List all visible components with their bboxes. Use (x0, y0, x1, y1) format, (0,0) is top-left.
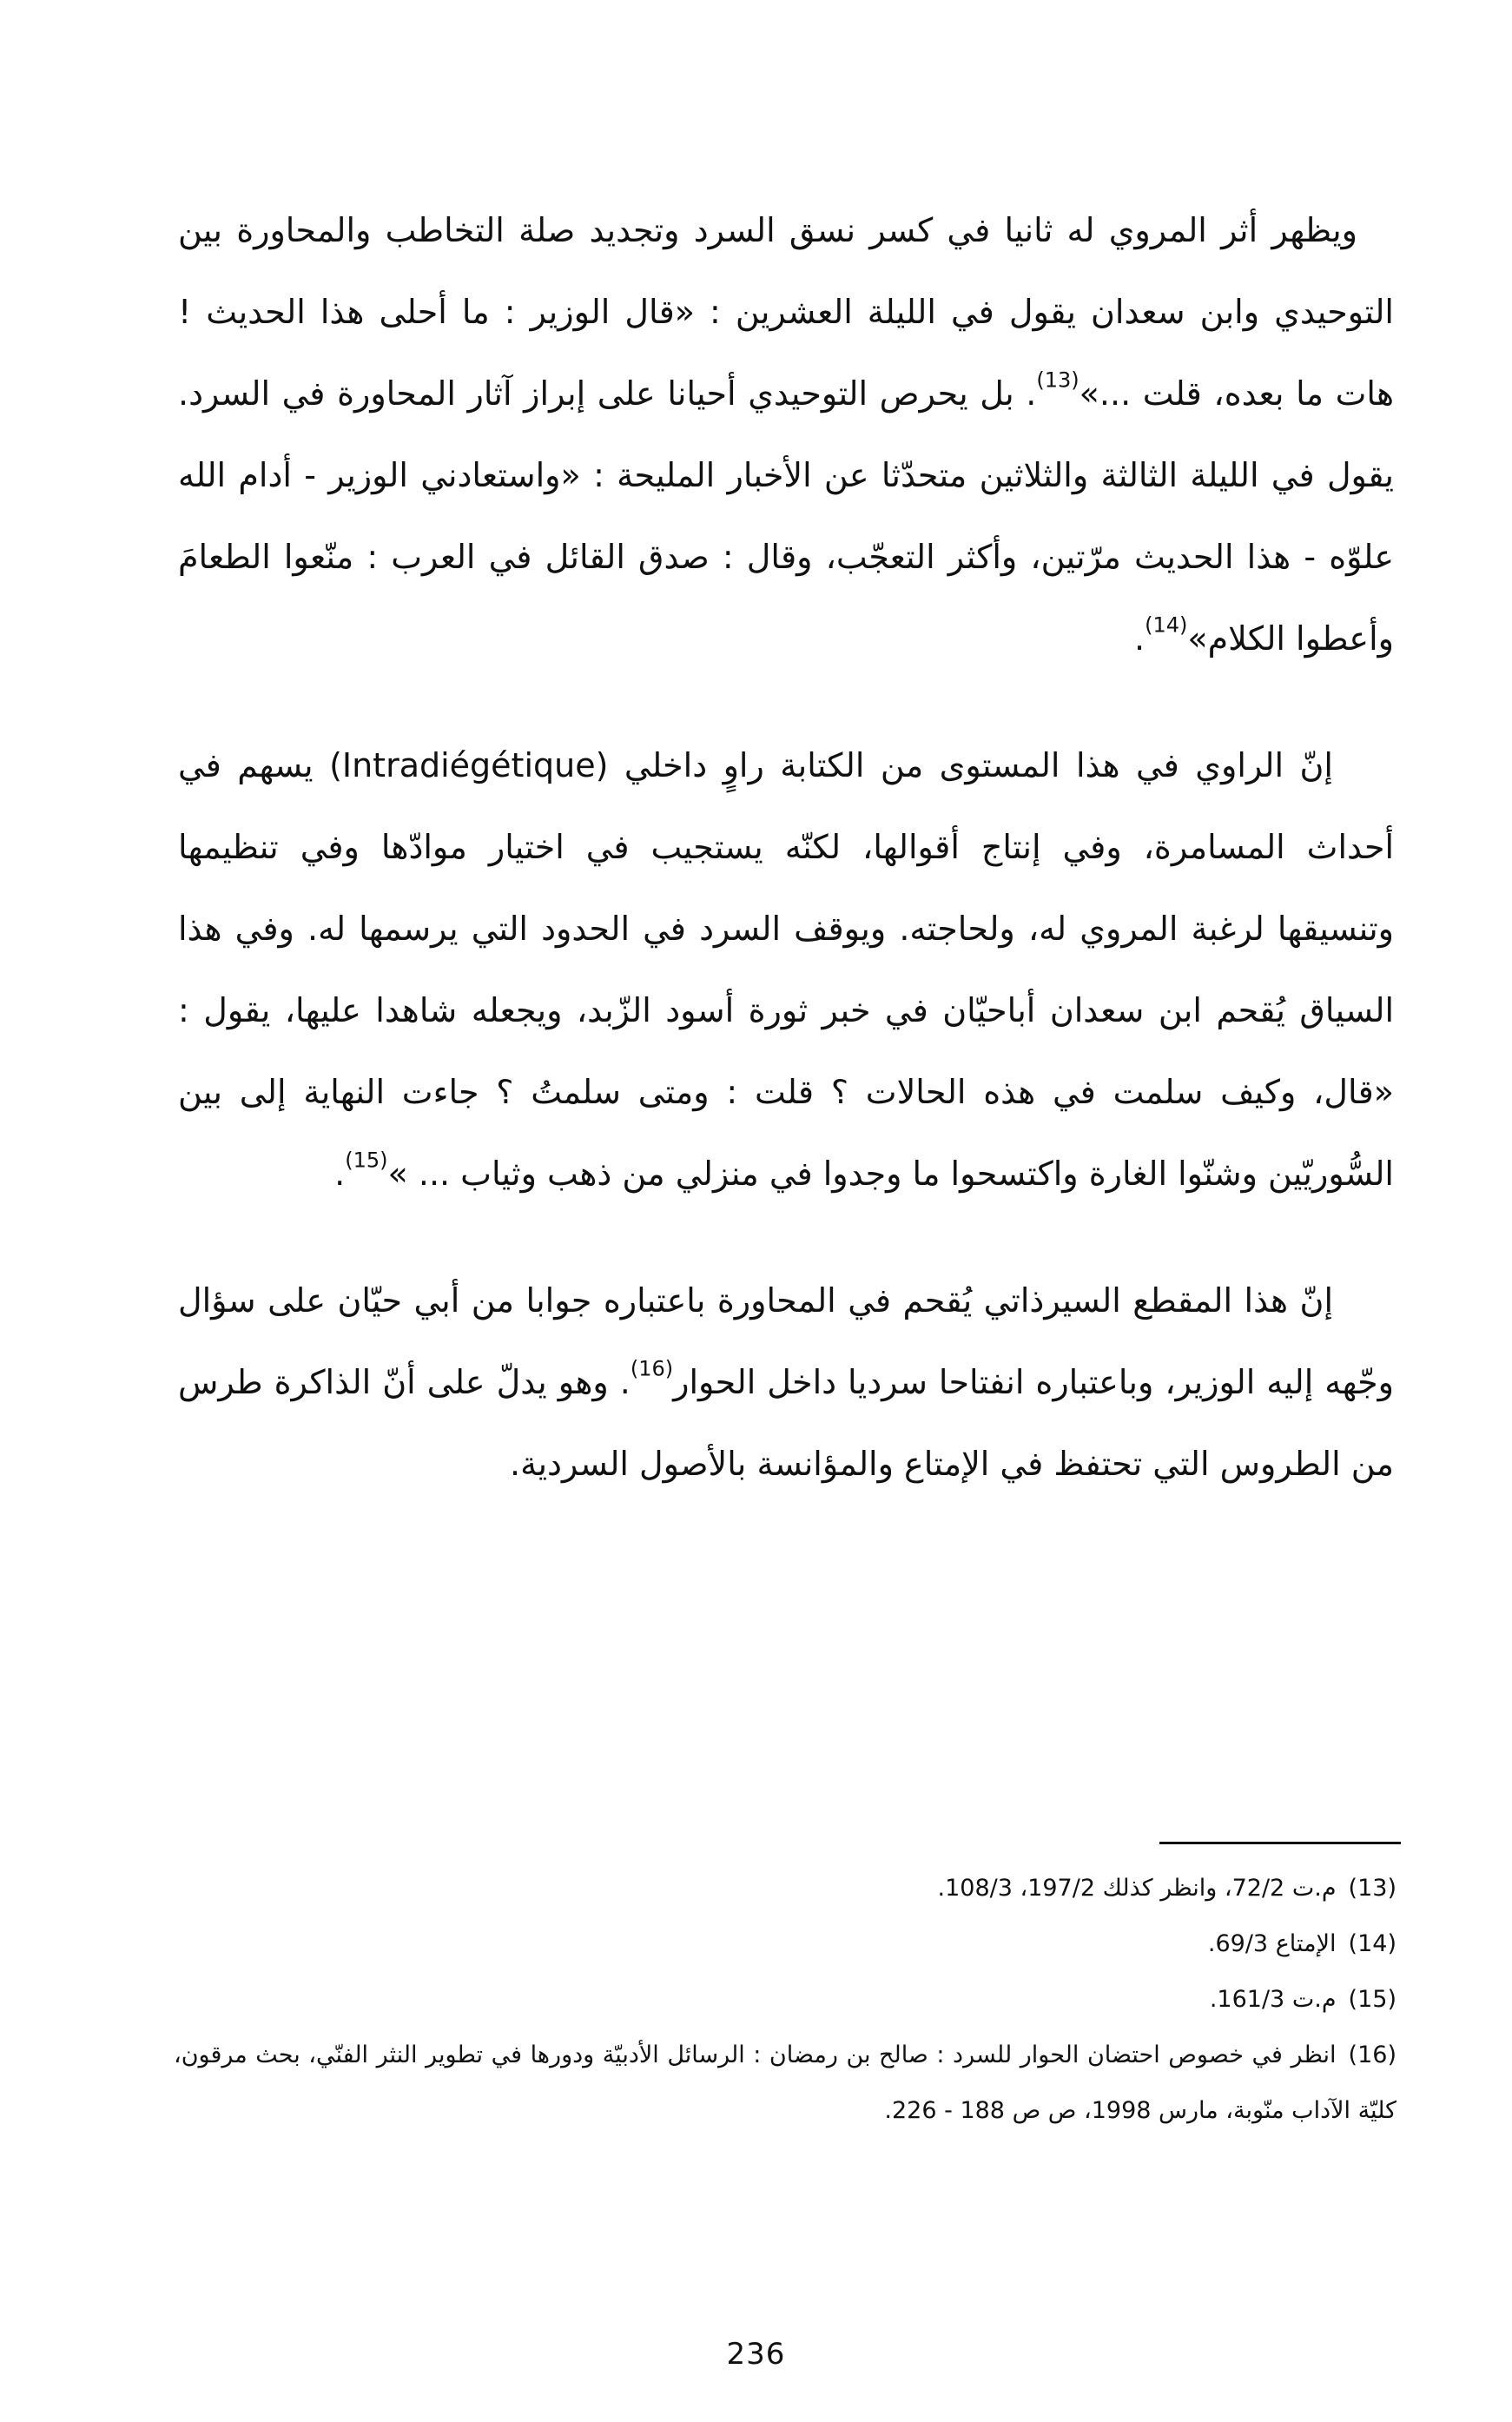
main-text (178, 189, 1394, 1550)
paragraph-3-text-cont: . وهو يدلّ على أنّ الذاكرة طرس من الطروس التي تحتفظ في الإمتاع والمؤانسة بالأصول السردية. (178, 1363, 1394, 1483)
paragraph-1-text: ويظهر أثر المروي له ثانيا في كسر نسق السرد وتجديد صلة التخاطب والمحاورة بين التوحيدي وابن سعدان يقول في الليلة العشرين : «قال الوزير : ما أحلى هذا الحديث ! هات ما بعده، قلت ...» (178, 211, 1394, 413)
paragraph-1 (178, 189, 1394, 679)
footnote-number: (15) (1348, 1986, 1396, 2013)
footnote-13 (174, 1861, 1396, 1916)
footnote-number: (16) (1348, 2041, 1396, 2068)
latin-term: (Intradiégétique) (329, 746, 609, 784)
footnote-number: (13) (1348, 1875, 1396, 1902)
footnote-text: م.ت 72/2، وانظر كذلك 197/2، 108/3. (937, 1875, 1337, 1902)
paragraph-2-text: إنّ الراوي في هذا المستوى من الكتابة راوٍ داخلي (624, 746, 1333, 784)
paragraph-1-end: . (1134, 619, 1146, 658)
footnote-text: الإمتاع 69/3. (1207, 1930, 1337, 1957)
footnote-ref-16: (16) (630, 1356, 674, 1381)
footnote-14 (174, 1916, 1396, 1972)
paragraph-1-text-cont: . بل يحرص التوحيدي أحيانا على إبراز آثار المحاورة في السرد. يقول في الليلة الثالثة والثلاثين متحدّثا عن الأخبار المليحة : «واستعادني الوزير - أدام الله علوّه - هذا الحديث مرّتين، وأكثر التعجّب، وقال : صدق القائل في العرب : منّعوا الطعامَ وأعطوا الكلام» (178, 374, 1394, 658)
paragraph-2-text-cont: يسهم في أحداث المسامرة، وفي إنتاج أقوالها، لكنّه يستجيب في اختيار موادّها وفي تنظيمها وتنسيقها لرغبة المروي له، ولحاجته. ويوقف السرد في الحدود التي يرسمها له. وفي هذا السياق يُقحم ابن سعدان أباحيّان في خبر ثورة أسود الزّبد، ويجعله شاهدا عليها، يقول : «قال، وكيف سلمت في هذه الحالات ؟ قلت : ومتى سلمتُ ؟ جاءت النهاية إلى بين السُّوريّين وشنّوا الغارة واكتسحوا ما وجدوا في منزلي من ذهب وثياب ... » (178, 746, 1394, 1193)
paragraph-2-end: . (334, 1155, 346, 1193)
footnote-number: (14) (1348, 1930, 1396, 1957)
footnote-text: م.ت 161/3. (1209, 1986, 1337, 2013)
footnote-15 (174, 1972, 1396, 2028)
footnote-separator (1159, 1842, 1401, 1844)
footnote-16 (174, 2028, 1396, 2139)
footnote-ref-13: (13) (1036, 367, 1080, 393)
footnote-ref-14: (14) (1145, 612, 1188, 638)
paragraph-2 (178, 725, 1394, 1214)
footnotes (174, 1861, 1396, 2139)
paragraph-3 (178, 1260, 1394, 1505)
paragraph-3-text: إنّ هذا المقطع السيرذاتي يُقحم في المحاورة باعتباره جوابا من أبي حيّان على سؤال وجّهه إليه الوزير، وباعتباره انفتاحا سرديا داخل الحوار (178, 1281, 1394, 1401)
footnote-text: انظر في خصوص احتضان الحوار للسرد : صالح بن رمضان : الرسائل الأدبيّة ودورها في تطوير النثر الفنّي، بحث مرقون، كليّة الآداب منّوبة، مارس 1998، ص ص 188 - 226. (174, 2041, 1396, 2124)
page-number: 236 (726, 2337, 786, 2372)
footnote-ref-15: (15) (345, 1148, 388, 1173)
